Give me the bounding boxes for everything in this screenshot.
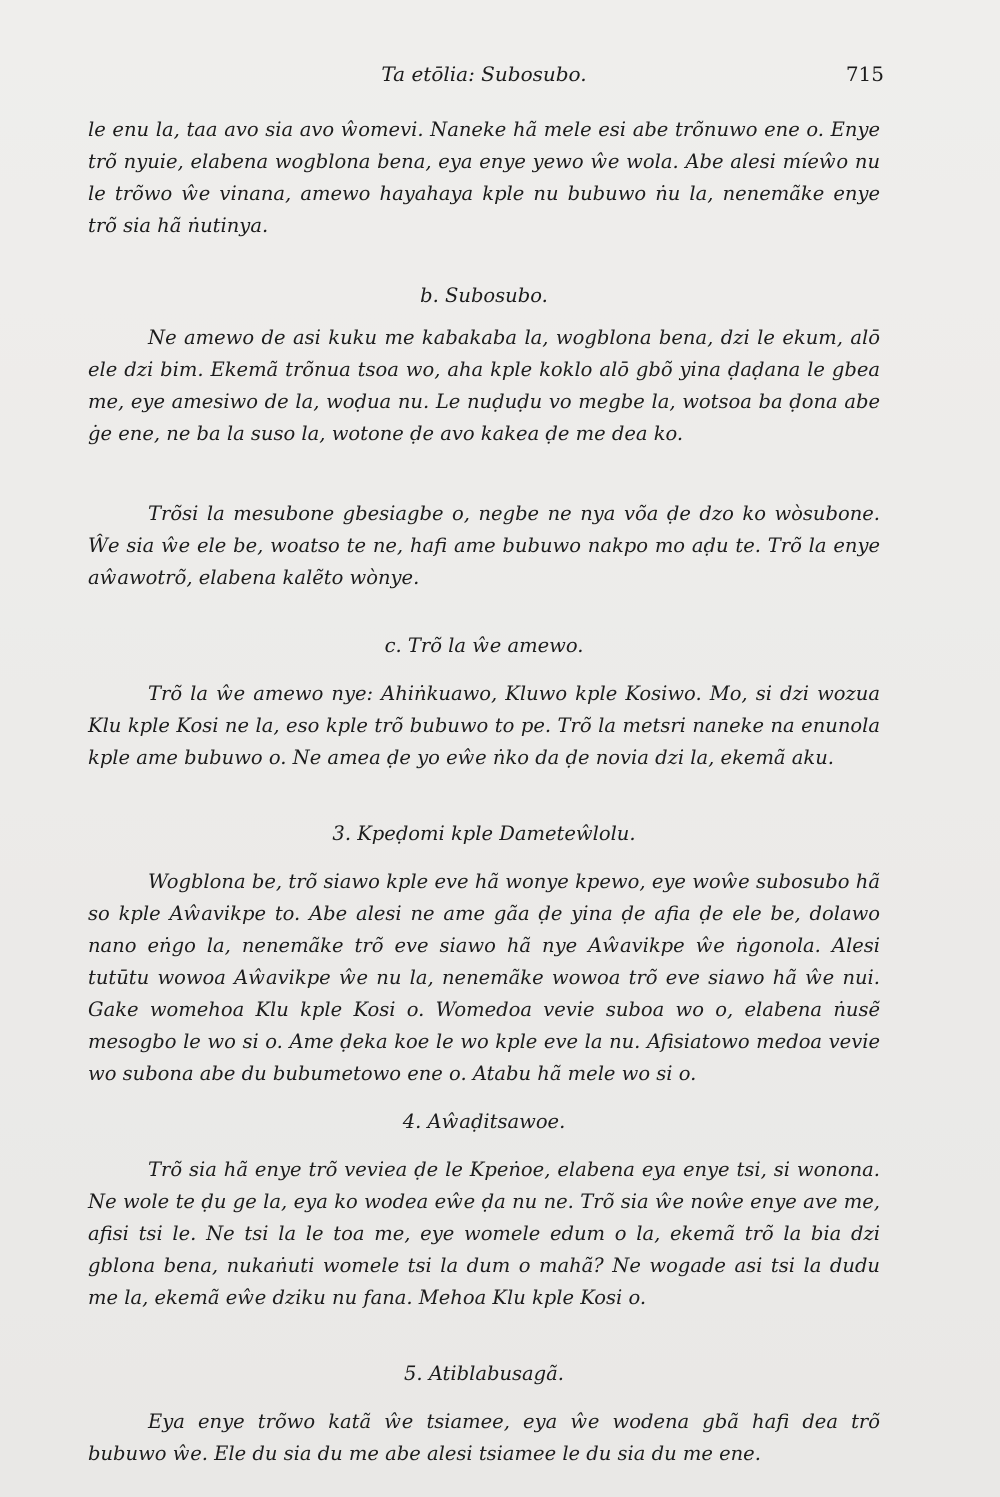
paragraph-continued: le enu la, taa avo sia avo ŵomevi. Naneke hã mele esi abe trõnuwo ene o. Enye trõ nyuie, elabena wogblona bena, eya enye yewo ŵe wola. Abe alesi míeŵo nu le trõwo ŵe vinana, amewo hayahaya kple nu bubuwo ṅu la, nenemãke enye trõ sia hã ṅutinya. — [88, 118, 880, 237]
paragraph: Ne amewo de asi kuku me kabakaba la, wogblona bena, dzi le ekum, alō ele dzi bim. Ekemã trõnua tsoa wo, aha kple koklo alō gbõ yina ḍaḍana le gbea me, eye amesiwo de la, woḍua nu. Le nuḍuḍu vo megbe la, wotsoa ba ḍona abe ġe ene, ne ba la suso la, wotone ḍe avo kakea ḍe me dea ko. — [88, 326, 880, 445]
section-heading-4: 4. Aŵaḍitsawoe. — [402, 1110, 566, 1133]
section-heading-c: c. Trõ la ŵe amewo. — [384, 634, 584, 657]
page-number: 715 — [845, 62, 884, 86]
paragraph: Trõ sia hã enye trõ veviea ḍe le Kpeṅoe, elabena eya enye tsi, si wonona. Ne wole te ḍu ge la, eya ko wodea eŵe ḍa nu ne. Trõ sia ŵe noŵe enye ave me, afisi tsi le. Ne tsi la le toa me, eye womele edum o la, ekemã trõ la bia dzi gblona bena, nukaṅuti womele tsi la dum o mahã? Ne wogade asi tsi la dudu me la, ekemã eŵe dziku nu fana. Mehoa Klu kple Kosi o. — [88, 1158, 880, 1309]
section-heading-3: 3. Kpeḍomi kple Dameteŵlolu. — [332, 822, 636, 845]
paragraph: Trõsi la mesubone gbesiagbe o, negbe ne nya võa ḍe dzo ko wòsubone. Ŵe sia ŵe ele be, woatso te ne, hafi ame bubuwo nakpo mo aḍu te. Trõ la enye aŵawotrõ, elabena kalẽto wònye. — [88, 502, 880, 589]
paragraph: Trõ la ŵe amewo nye: Ahiṅkuawo, Kluwo kple Kosiwo. Mo, si dzi wozua Klu kple Kosi ne la, eso kple trõ bubuwo to pe. Trõ la metsri naneke na enunola kple ame bubuwo o. Ne amea ḍe yo eŵe ṅko da ḍe novia dzi la, ekemã aku. — [88, 682, 880, 769]
page-body — [88, 114, 880, 1470]
paragraph: Eya enye trõwo katã ŵe tsiamee, eya ŵe wodena gbã hafi dea trõ bubuwo ŵe. Ele du sia du me abe alesi tsiamee le du sia du me ene. — [88, 1410, 880, 1465]
header-title: Ta etōlia: Subosubo. — [381, 62, 587, 86]
paragraph: Wogblona be, trõ siawo kple eve hã wonye kpewo, eye woŵe subosubo hã so kple Aŵavikpe to. Abe alesi ne ame gãa ḍe yina ḍe afia ḍe ele be, dolawo nano eṅgo la, nenemãke trõ eve siawo hã nye Aŵavikpe ŵe ṅgonola. Alesi tutūtu wowoa Aŵavikpe ŵe nu la, nenemãke wowoa trõ eve siawo hã ŵe nui. Gake womehoa Klu kple Kosi o. Womedoa vevie suboa wo o, elabena ṅusẽ mesogbo le wo si o. Ame ḍeka koe le wo kple eve la nu. Afisiatowo medoa vevie wo subona abe du bubumetowo ene o. Atabu hã mele wo si o. — [88, 870, 880, 1085]
section-heading-b: b. Subosubo. — [420, 284, 548, 307]
section-heading-5: 5. Atiblabusagã. — [404, 1362, 564, 1385]
running-header — [88, 62, 884, 92]
